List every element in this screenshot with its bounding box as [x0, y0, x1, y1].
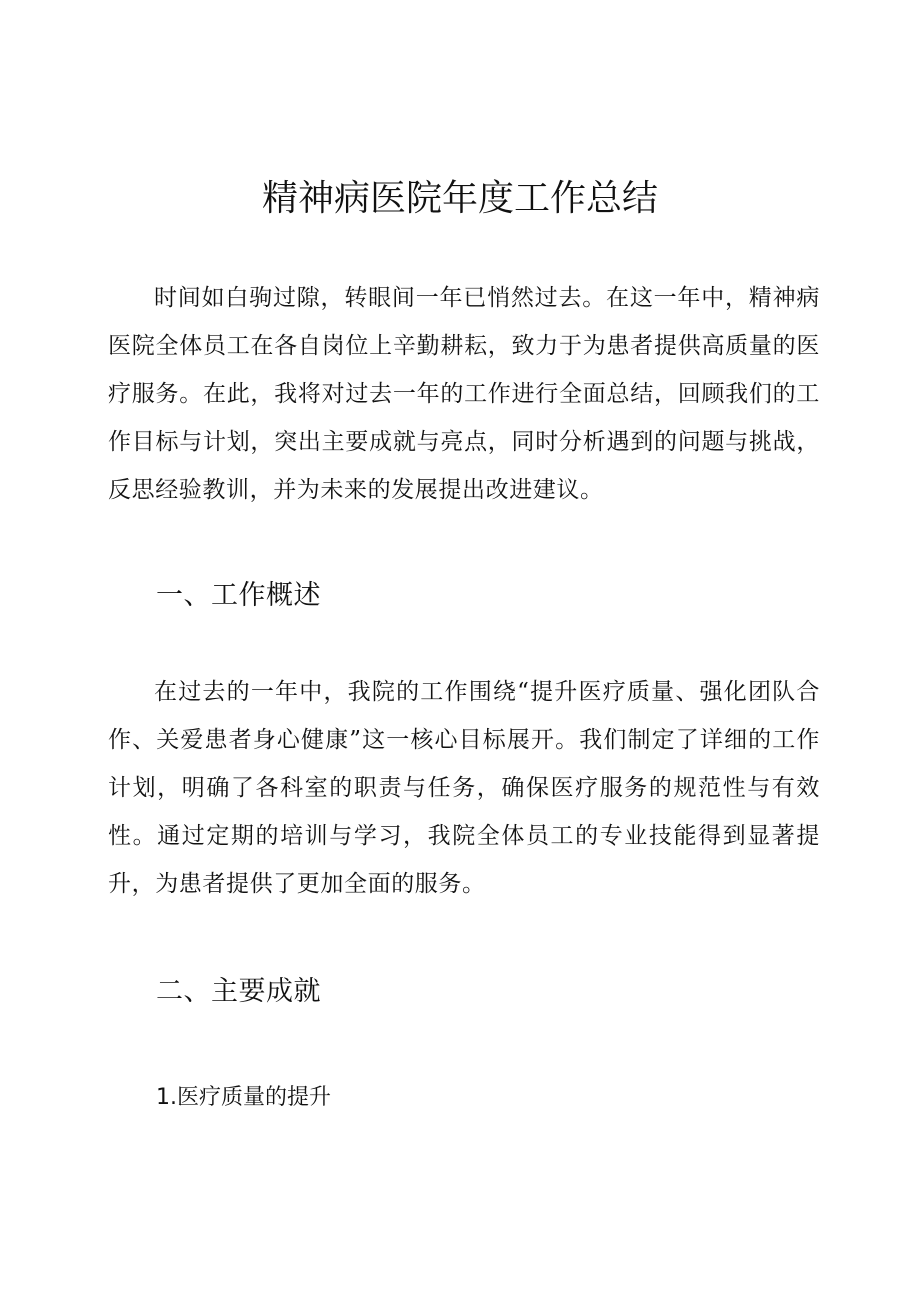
document-title: 精神病医院年度工作总结 [261, 178, 658, 219]
section-heading-overview: 一、工作概述 [156, 580, 321, 611]
intro-paragraph: 时间如白驹过隙，转眼间一年已悄然过去。在这一年中，精神病医院全体员工在各自岗位上辛勤耕耘，致力于为患者提供高质量的医疗服务。在此，我将对过去一年的工作进行全面总结，回顾我们的工作目标与计划，突出主要成就与亮点，同时分析遇到的问题与挑战，反思经验教训，并为未来的发展提出改进建议。 [108, 285, 820, 503]
subheading-medical-quality: 1.医疗质量的提升 [156, 1085, 331, 1110]
section-heading-achievements: 二、主要成就 [156, 976, 321, 1007]
overview-paragraph: 在过去的一年中，我院的工作围绕“提升医疗质量、强化团队合作、关爱患者身心健康”这一核心目标展开。我们制定了详细的工作计划，明确了各科室的职责与任务，确保医疗服务的规范性与有效性。通过定期的培训与学习，我院全体员工的专业技能得到显著提升，为患者提供了更加全面的服务。 [108, 679, 820, 897]
